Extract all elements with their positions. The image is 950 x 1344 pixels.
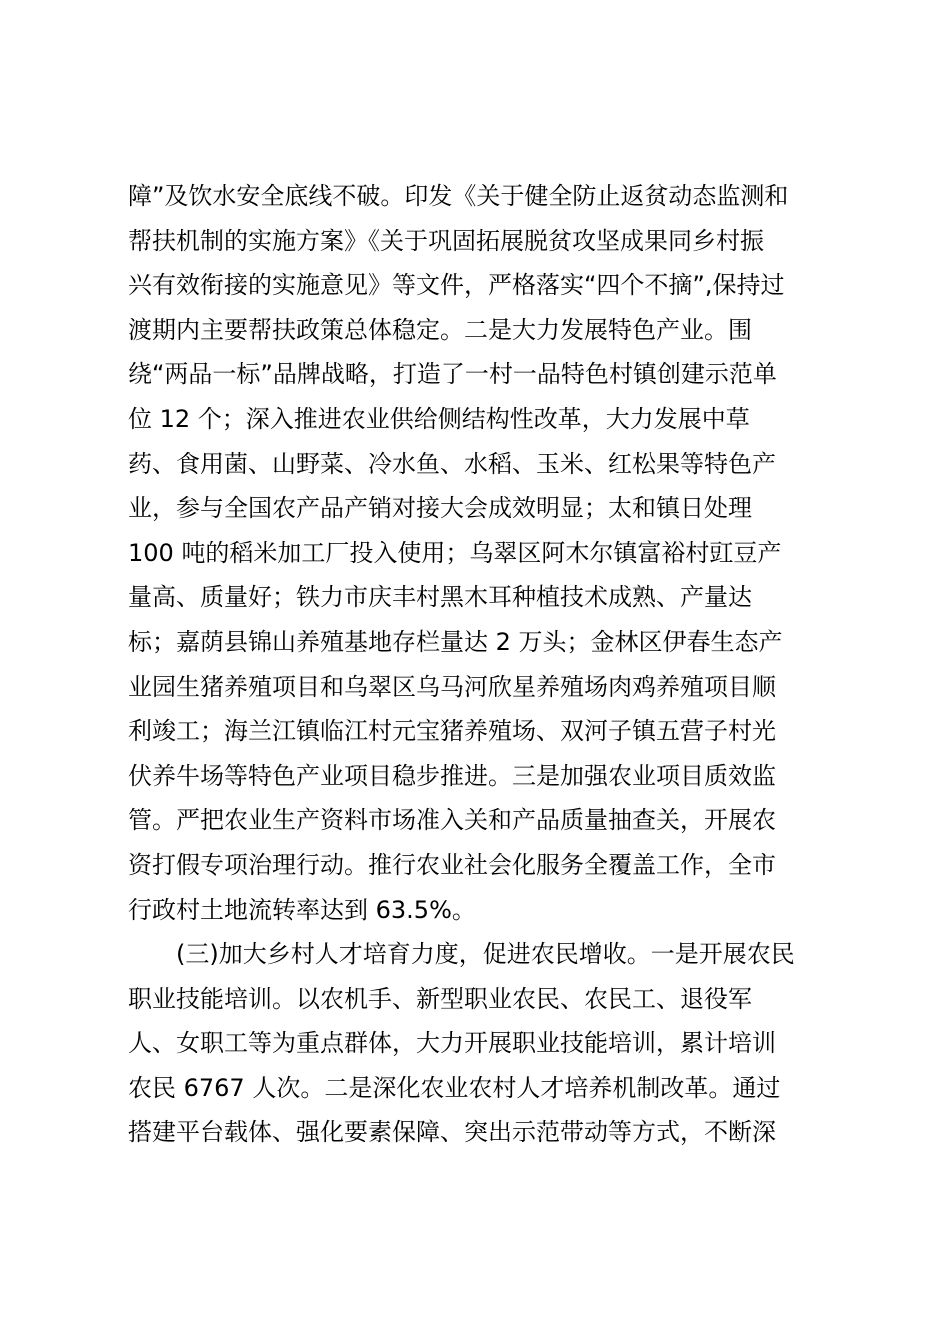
text-line: 兴有效衔接的实施意见》等文件，严格落实“四个不摘”,保持过 [128,271,785,300]
text-line: 职业技能培训。以农机手、新型职业农民、农民工、退役军 [128,984,752,1013]
body-text [128,174,828,1155]
text-line: 业园生猪养殖项目和乌翠区乌马河欣星养殖场肉鸡养殖项目顺 [128,672,776,701]
text-line: 人、女职工等为重点群体，大力开展职业技能培训，累计培训 [128,1029,776,1058]
text-line: 资打假专项治理行动。推行农业社会化服务全覆盖工作，全市 [128,850,776,879]
text-line: 利竣工；海兰江镇临江村元宝猪养殖场、双河子镇五营子村光 [128,717,776,746]
text-line: 业，参与全国农产品产销对接大会成效明显；太和镇日处理 [128,494,752,523]
section-heading-line: (三)加大乡村人才培育力度，促进农民增收。一是开展农民 [176,940,795,969]
text-line: 行政村土地流转率达到 63.5%。 [128,895,476,924]
text-line: 管。严把农业生产资料市场准入关和产品质量抽查关，开展农 [128,806,776,835]
text-line: 位 12 个；深入推进农业供给侧结构性改革，大力发展中草 [128,404,750,433]
text-line: 农民 6767 人次。二是深化农业农村人才培养机制改革。通过 [128,1073,781,1102]
text-line: 帮扶机制的实施方案》《关于巩固拓展脱贫攻坚成果同乡村振 [128,226,764,255]
text-line: 标；嘉荫县锦山养殖基地存栏量达 2 万头；金林区伊春生态产 [128,627,783,656]
text-line: 渡期内主要帮扶政策总体稳定。二是大力发展特色产业。围 [128,315,752,344]
text-line: 量高、质量好；铁力市庆丰村黑木耳种植技术成熟、产量达 [128,583,752,612]
text-line: 障”及饮水安全底线不破。印发《关于健全防止返贫动态监测和 [128,182,789,210]
text-line: 100 吨的稻米加工厂投入使用；乌翠区阿木尔镇富裕村豇豆产 [128,538,782,567]
text-line: 绕“两品一标”品牌战略，打造了一村一品特色村镇创建示范单 [128,360,777,389]
text-line: 搭建平台载体、强化要素保障、突出示范带动等方式，不断深 [128,1118,776,1147]
text-line: 伏养牛场等特色产业项目稳步推进。三是加强农业项目质效监 [128,761,776,790]
text-line: 药、食用菌、山野菜、冷水鱼、水稻、玉米、红松果等特色产 [128,449,776,478]
